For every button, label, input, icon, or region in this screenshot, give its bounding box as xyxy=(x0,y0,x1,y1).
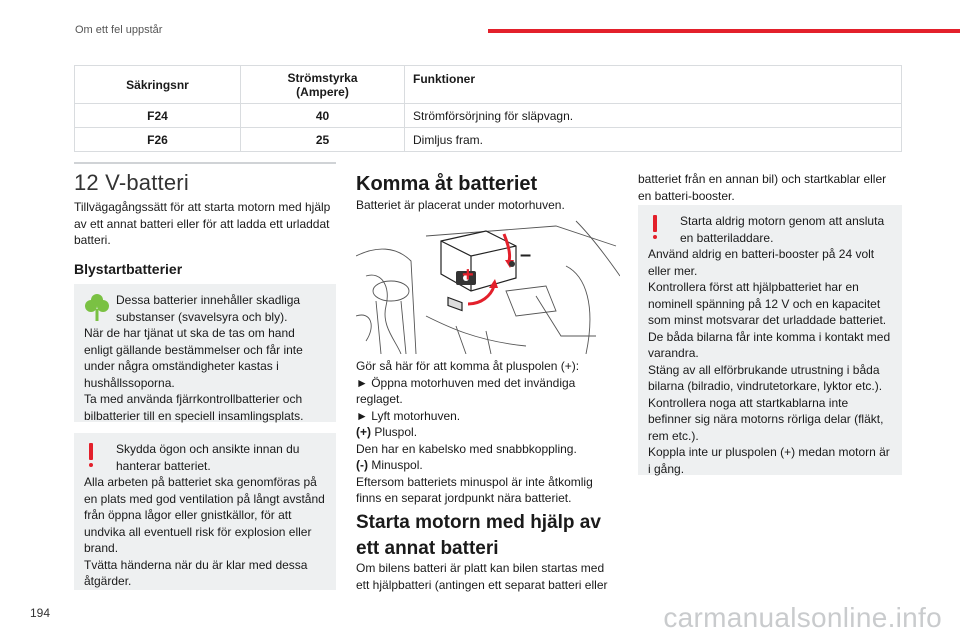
fuse-nr: F26 xyxy=(75,128,241,152)
warning-body: Alla arbeten på batteriet ska genomföras på en plats med god ventilation på långt avstånd från öppna lågor eller gnistkällor, för att undvika all eventuell risk för explosion eller brand. Tvätta händerna när du är klar med dessa åtgärder. xyxy=(84,475,325,588)
table-row xyxy=(75,128,902,152)
warning-first-line: Skydda ögon och ansikte innan du hanterar batteriet. xyxy=(116,442,300,473)
fuse-nr: F24 xyxy=(75,104,241,128)
plus-terminal-paragraph xyxy=(356,424,620,457)
plus-terminal-label: + xyxy=(462,264,474,286)
subsection-title: Blystartbatterier xyxy=(74,261,183,277)
fuse-amp: 40 xyxy=(241,104,405,128)
plus-label: (+) xyxy=(356,425,371,439)
header-amp-line1: Strömstyrka xyxy=(287,70,358,85)
table-header-row xyxy=(75,66,902,104)
plus-desc: Den har en kabelsko med snabbkoppling. xyxy=(356,441,577,456)
intro-paragraph: Batteriet är placerat under motorhuven. xyxy=(356,198,565,212)
note-body: När de har tjänat ut ska de tas om hand enligt gällande bestämmelser och får inte under några omständigheter kastas i hushållssoporna. Ta med använda fjärrkontrollbatterier och bilbatterier till en speciell insamlingsplats. xyxy=(84,326,304,423)
warning-note xyxy=(638,205,902,475)
table-row xyxy=(75,104,902,128)
engine-bay-illustration xyxy=(356,216,620,354)
environment-note xyxy=(74,284,336,422)
battery-location-drawing xyxy=(356,216,620,354)
fuse-table xyxy=(74,65,902,152)
warning-body: Använd aldrig en batteri-booster på 24 volt eller mer. Kontrollera först att hjälpbatteriet har en nominell spänning på 12 V och en kapacitet som minst motsvarar det urladdade batteriet. De båda bilarna får inte komma i kontakt med varandra. Stäng av all elförbrukande utrustning i båda bilarna (bilradio, vindrutetorkare, lyktor etc.). Kontrollera noga att startkablarna inte befinner sig nära motorns rörliga delar (fläkt, rem etc.). Koppla inte ur pluspolen (+) medan motorn är i gång. xyxy=(648,247,891,476)
minus-terminal-paragraph xyxy=(356,457,620,507)
fuse-function: Dimljus fram. xyxy=(405,128,902,152)
continued-paragraph: batteriet från en annan bil) och startkablar eller en batteri-booster. xyxy=(638,172,887,203)
fuse-function: Strömförsörjning för släpvagn. xyxy=(405,104,902,128)
section-title: 12 V-batteri xyxy=(74,170,189,195)
note-first-line: Dessa batterier innehåller skadliga substanser (svavelsyra och bly). xyxy=(116,293,301,324)
warning-icon xyxy=(650,215,660,241)
section-header: Om ett fel uppstår xyxy=(75,24,163,36)
section-title: Komma åt batteriet xyxy=(356,173,538,195)
header-amperage xyxy=(241,66,405,104)
plus-text: Pluspol. xyxy=(371,425,418,439)
intro-paragraph: Tillvägagångssätt för att starta motorn med hjälp av ett annat batteri eller för att ladda ett urladdat batteri. xyxy=(74,200,331,247)
watermark: carmanualsonline.info xyxy=(663,602,942,633)
warning-icon xyxy=(86,443,96,469)
section-divider xyxy=(74,162,336,164)
intro-paragraph-2: Om bilens batteri är platt kan bilen startas med ett hjälpbatteri (antingen ett separat batteri eller xyxy=(356,561,608,592)
fuse-amp: 25 xyxy=(241,128,405,152)
page-number: 194 xyxy=(30,606,51,620)
header-accent-bar xyxy=(488,29,960,33)
minus-terminal-label: – xyxy=(520,244,532,266)
header-functions: Funktioner xyxy=(405,66,902,104)
minus-desc: Eftersom batteriets minuspol är inte åtkomlig finns en separat jordpunkt nära batteriet. xyxy=(356,474,593,505)
access-steps: Gör så här för att komma åt pluspolen (+): ► Öppna motorhuven med det invändiga reglaget. ► Lyft motorhuven. xyxy=(356,359,580,423)
section-title-2: Starta motorn med hjälp av ett annat batteri xyxy=(356,512,601,559)
minus-label: (-) xyxy=(356,458,368,472)
warning-note xyxy=(74,433,336,590)
header-fuse-nr: Säkringsnr xyxy=(75,66,241,104)
minus-text: Minuspol. xyxy=(368,458,423,472)
header-amp-line2: (Ampere) xyxy=(296,84,349,99)
warning-first-line: Starta aldrig motorn genom att ansluta en batteriladdare. xyxy=(680,214,885,245)
tree-icon xyxy=(84,292,110,322)
